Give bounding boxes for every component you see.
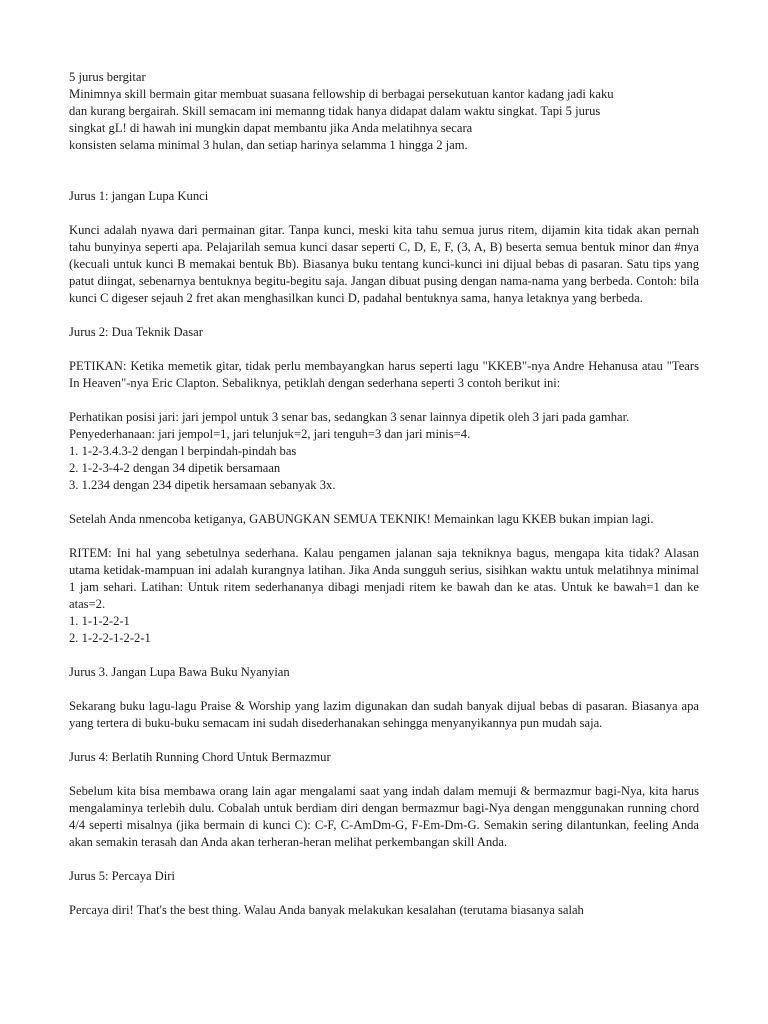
jurus4-heading: Jurus 4: Berlatih Running Chord Untuk Bermazmur xyxy=(69,750,331,764)
ritem-list-item: 2. 1-2-2-1-2-2-1 xyxy=(69,631,151,645)
petik-list-item: 3. 1.234 dengan 234 dipetik hersamaan sebanyak 3x. xyxy=(69,478,336,492)
intro-paragraph xyxy=(69,86,699,154)
intro-line: konsisten selama minimal 3 hulan, dan setiap harinya selamma 1 hingga 2 jam. xyxy=(69,138,468,152)
petik-list-item: 2. 1-2-3-4-2 dengan 34 dipetik bersamaan xyxy=(69,461,281,475)
setelah-paragraph: Setelah Anda nmencoba ketiganya, GABUNGKAN SEMUA TEKNIK! Memainkan lagu KKEB bukan impian lagi. xyxy=(69,512,654,526)
intro-line: Minimnya skill bermain gitar membuat suasana fellowship di berbagai persekutuan kantor kadang jadi kaku xyxy=(69,87,614,101)
petik-list-item: 1. 1-2-3.4.3-2 dengan l berpindah-pindah bas xyxy=(69,444,297,458)
ritem-paragraph: RITEM: Ini hal yang sebetulnya sederhana. Kalau pengamen jalanan saja tekniknya bagus, mengapa kita tidak? Alasan utama ketidak-mampuan ini adalah kurangnya latihan. Jika Anda sungguh serius, sisihkan waktu untuk melatihnya minimal 1 jam sehari. Latihan: Untuk ritem sederhananya dibagi menjadi ritem ke bawah dan ke atas. Untuk ke bawah=1 dan ke atas=2. xyxy=(69,546,699,611)
jurus3-heading: Jurus 3. Jangan Lupa Bawa Buku Nyanyian xyxy=(69,665,290,679)
jurus1-paragraph: Kunci adalah nyawa dari permainan gitar. Tanpa kunci, meski kita tahu semua jurus ritem, dijamin kita tidak akan pernah tahu bunyinya seperti apa. Pelajarilah semua kunci dasar seperti C, D, E, F, (3, A, B) beserta semua bentuk minor dan #nya (kecuali untuk kunci B memakai bentuk Bb). Biasanya buku tentang kunci-kunci ini dijual bebas di pasaran. Satu tips yang patut diingat, sebenarnya bentuknya begitu-begitu saja. Jangan dibuat pusing dengan nama-nama yang berbeda. Contoh: bila kunci C digeser sejauh 2 fret akan menghasilkan kunci D, padahal bentuknya sama, hanya letaknya yang berbeda. xyxy=(69,223,699,305)
posisi-jari-paragraph: Perhatikan posisi jari: jari jempol untuk 3 senar bas, sedangkan 3 senar lainnya dipetik oleh 3 jari pada gamhar. xyxy=(69,410,630,424)
jurus4-paragraph: Sebelum kita bisa membawa orang lain agar mengalami saat yang indah dalam memuji & bermazmur bagi-Nya, kita harus mengalaminya terlebih dulu. Cobalah untuk berdiam diri dengan bermazmur bagi-Nya dengan menggunakan running chord 4/4 seperti misalnya (jika bermain di kunci C): C-F, C-AmDm-G, F-Em-Dm-G. Semakin sering dilantunkan, feeling Anda akan semakin terasah dan Anda akan terheran-heran melihat perkembangan skill Anda. xyxy=(69,784,699,849)
jurus3-paragraph: Sekarang buku lagu-lagu Praise & Worship yang lazim digunakan dan sudah banyak dijual bebas di pasaran. Biasanya apa yang tertera di buku-buku semacam ini sudah disederhanakan sehingga menyanyikannya pun mudah saja. xyxy=(69,699,699,730)
intro-line: dan kurang bergairah. Skill semacam ini memanng tidak hanya didapat dalam waktu singkat. Tapi 5 jurus xyxy=(69,104,601,118)
petikan-paragraph: PETIKAN: Ketika memetik gitar, tidak perlu membayangkan harus seperti lagu "KKEB"-nya Andre Hehanusa atau "Tears In Heaven"-nya Eric Clapton. Sebaliknya, petiklah dengan sederhana seperti 3 contoh berikut ini: xyxy=(69,359,699,390)
ritem-list-item: 1. 1-1-2-2-1 xyxy=(69,614,130,628)
penyederhanaan-line: Penyederhanaan: jari jempol=1, jari telunjuk=2, jari tenguh=3 dan jari minis=4. xyxy=(69,427,471,441)
jurus5-heading: Jurus 5: Percaya Diri xyxy=(69,869,175,883)
document-title: 5 jurus bergitar xyxy=(69,70,146,84)
jurus1-heading: Jurus 1: jangan Lupa Kunci xyxy=(69,189,209,203)
jurus2-heading: Jurus 2: Dua Teknik Dasar xyxy=(69,325,203,339)
jurus5-paragraph: Percaya diri! That's the best thing. Walau Anda banyak melakukan kesalahan (terutama biasanya salah xyxy=(69,903,584,917)
intro-line: singkat gL! di hawah ini mungkin dapat membantu jika Anda melatihnya secara xyxy=(69,121,473,135)
document-page xyxy=(69,69,699,919)
